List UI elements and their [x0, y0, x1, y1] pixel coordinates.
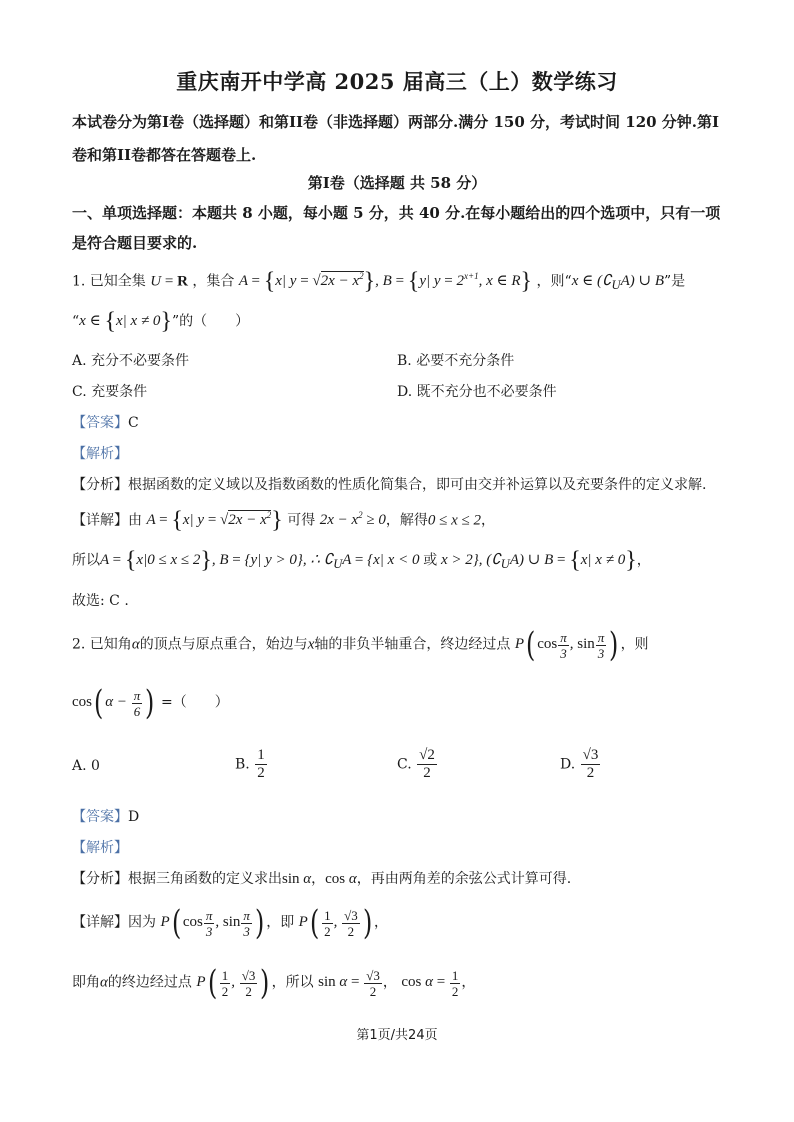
- q2-tail: =（ ）: [161, 694, 229, 711]
- q2-stem-line2: [72, 683, 229, 723]
- q1-xj2-math: A = {x|0 ≤ x ≤ 2}, B = {y| y > 0}, ∴ $∁_UA = \{x|$ x < 0: [100, 548, 424, 574]
- q1-option-d: D. 既不充分也不必要条件: [397, 384, 557, 400]
- q1-xj1-ineq: $2x - x^2 \ge 0$: [319, 510, 386, 529]
- q2-detail-line2: [72, 963, 476, 1003]
- q2-then: ，则: [620, 636, 649, 653]
- q1-condition-b: x ∈ {x| x ≠ 0}: [79, 309, 172, 335]
- q1-xj1-a: 由: [128, 512, 142, 529]
- q2-option-c: C. $\frac{√2}{2}$: [397, 747, 435, 781]
- q1-xj1-set: A = {x| $y = √2x - x^2$}: [146, 508, 283, 534]
- q2-cos-value: cos α = $\frac{1}{2}$: [401, 967, 459, 999]
- exam-intro: 本试卷分为第I卷（选择题）和第II卷（非选择题）两部分.满分 150 分，考试时间 120 分钟.第I卷和第II卷都答在答题卷上.: [72, 113, 720, 164]
- q2-fenxi-c: ，再由两角差的余弦公式计算可得.: [356, 871, 572, 887]
- section-title: 第I卷（选择题 共 58 分）: [307, 174, 487, 192]
- q1-xj2-a: 所以: [72, 552, 100, 569]
- q1-universal-set: U = R: [150, 273, 188, 290]
- q1-xj1-range: 0 ≤ x ≤ 2: [427, 512, 482, 529]
- answer-tag: 【答案】: [72, 809, 128, 825]
- xiangjie-tag: 【详解】: [72, 914, 128, 931]
- q2-prefix: 2. 已知角: [72, 636, 132, 653]
- q2-xj1-point2: P( $\frac{1}{2}$ , $\frac{√3}{2}$ ): [298, 903, 373, 943]
- q2-analysis-tag: 【解析】: [72, 840, 128, 856]
- page-number: 第1页/共24页: [356, 1028, 438, 1043]
- q2-fenxi-a: 根据三角函数的定义求出: [128, 871, 282, 887]
- q1-xj2-math2: x > 2}, $(∁_UA)$ ∪ B = {x| x ≠ 0}: [440, 548, 637, 574]
- q2-xj1-a: 因为: [128, 914, 156, 931]
- fenxi-tag: 【分析】: [72, 477, 128, 493]
- q2-xj2-point: P( $\frac{1}{2}$ , $\frac{√3}{2}$ ): [196, 963, 270, 1003]
- answer-tag: 【答案】: [72, 415, 128, 431]
- q2-answer: [72, 806, 139, 826]
- q2-cos-expr: cos( α − $\frac{\pi}{6}$ ): [72, 683, 155, 723]
- q1-fenxi-text: 根据函数的定义域以及指数函数的性质化简集合，即可由交并补运算以及充要条件的定义求解.: [128, 477, 707, 493]
- q2-xj2-d: ，: [382, 974, 397, 991]
- q1-xj1-c: ，解得: [385, 512, 428, 529]
- q1-stem-line2: [72, 310, 249, 334]
- q2-xj1-c: ，: [374, 914, 388, 931]
- q2-point-p: P( cos $\frac{\pi}{3}$ , sin $\frac{\pi}{3}$ ): [514, 625, 619, 665]
- q1-is: ”是: [663, 273, 686, 290]
- q1-set-a: A = {x| $y = √2x - x^2$}, B = {y| $y = 2^{x+1}$, x ∈ R}: [238, 269, 533, 295]
- q1-fenxi: [72, 474, 706, 494]
- x-symbol: x: [307, 636, 315, 653]
- q2-fenxi-b: ，: [311, 871, 326, 887]
- q1-prefix: 1. 已知全集: [72, 273, 146, 290]
- q2-option-d-label: D.: [560, 756, 576, 773]
- q2-xj1-b: ，即: [266, 914, 295, 931]
- q1-conclusion: 故选: C .: [72, 593, 129, 609]
- q1-mid: ，集合: [192, 273, 235, 290]
- sin-alpha: sin α: [282, 871, 312, 887]
- page-title: 重庆南开中学高 2025 届高三（上）数学练习: [176, 69, 618, 94]
- q2-answer-value: D: [128, 809, 140, 825]
- q1-xj1-b: 可得: [287, 512, 316, 529]
- alpha-symbol: α: [100, 974, 108, 991]
- q1-detail-line2: 所以A = {x|0 ≤ x ≤ 2}, B = {y| y > 0}, ∴ $∁_UA = \{x|$ x < 0 或 x > 2}, $(∁_UA)$ ∪ B = {x| x ≠ 0}，: [72, 548, 651, 574]
- cos-alpha: cos α: [325, 871, 357, 887]
- q2-xj2-a: 即角: [72, 974, 100, 991]
- q2-text2: 轴的非负半轴重合，终边经过点: [314, 636, 511, 653]
- q1-option-b: B. 必要不充分条件: [397, 353, 515, 369]
- q2-stem-line1: [72, 625, 649, 665]
- q2-option-b-label: B.: [235, 756, 250, 773]
- q2-option-d: D. $\frac{√3}{2}$: [560, 747, 599, 781]
- q2-option-b: B. $\frac{1}{2}$: [235, 747, 265, 781]
- q2-option-a: A. 0: [72, 758, 100, 774]
- q2-option-c-label: C.: [397, 756, 412, 773]
- q1-condition: x ∈ $(∁_UA)$ ∪ B: [571, 273, 664, 293]
- alpha-symbol: α: [131, 636, 140, 653]
- q2-xj2-b: 的终边经过点: [107, 974, 192, 991]
- q1-answer: [72, 412, 139, 432]
- q1-tail: ”的（ ）: [171, 313, 250, 330]
- q2-xj2-c: ，所以: [271, 974, 314, 991]
- q1-option-c: C. 充要条件: [72, 384, 148, 400]
- q1-or: 或: [423, 552, 438, 569]
- q2-xj2-e: ，: [461, 974, 476, 991]
- fenxi-tag: 【分析】: [72, 871, 128, 887]
- xiangjie-tag: 【详解】: [72, 512, 128, 529]
- q2-text1: 的顶点与原点重合，始边与: [139, 636, 308, 653]
- q1-option-a: A. 充分不必要条件: [72, 353, 190, 369]
- q1-then: ，则“: [536, 273, 572, 290]
- q2-fenxi: [72, 868, 571, 888]
- q2-xj1-point: P( cos $\frac{\pi}{3}$ , sin $\frac{\pi}{3}$ ): [160, 903, 265, 943]
- q1-detail-line1: 【详解】由 A = {x| $y = √2x - x^2$} 可得 $2x - x^2 \ge 0$，解得0 ≤ x ≤ 2，: [72, 508, 496, 534]
- q2-detail-line1: [72, 903, 388, 943]
- q1-stem-line1: [72, 270, 685, 294]
- part-one-instructions: 一、单项选择题：本题共 8 小题，每小题 5 分，共 40 分.在每小题给出的四个选项中，只有一项是符合题目要求的.: [72, 204, 721, 252]
- q1-analysis-tag: 【解析】: [72, 446, 128, 462]
- q1-quote: “: [72, 313, 80, 330]
- q1-answer-value: C: [128, 415, 139, 431]
- q2-sin-value: sin α = $\frac{√3}{2}$: [318, 967, 380, 999]
